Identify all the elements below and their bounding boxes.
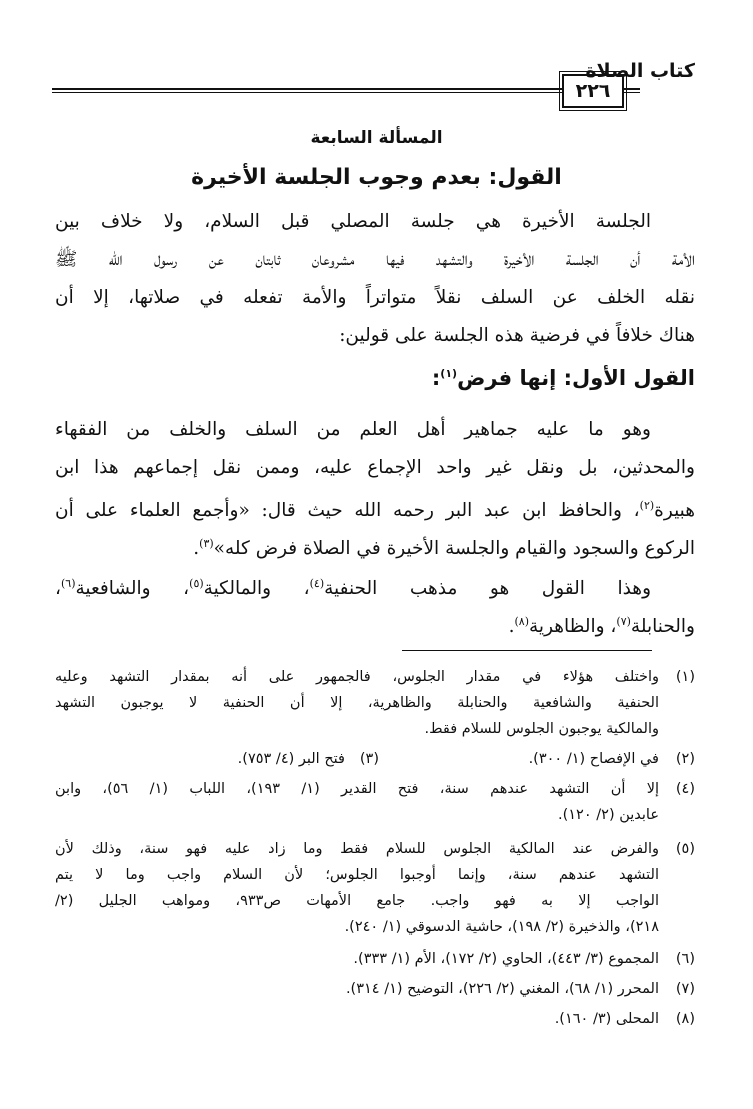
footnote-1-line3	[55, 716, 695, 742]
first-opinion-colon: :	[431, 366, 441, 390]
paragraph2-line2: والمحدثين، بل ونقل غير واحد الإجماع عليه، وممن نقل إجماعهم هذا ابن	[55, 457, 695, 478]
footnote-4-text: عابدين (٢/ ١٢٠).	[557, 807, 659, 823]
footnote-6-text: المجموع (٣/ ٤٤٣)، الحاوي (٢/ ١٧٢)، الأم (١/ ٣٣٣).	[353, 951, 659, 967]
footnote-ref-6: (٦)	[60, 577, 76, 590]
footnote-7-line	[55, 976, 695, 1002]
footnote-5-text: التشهد عندهم سنة، وإنما أوجبوا الجلوس؛ لأن السلام واجب وما لا يتم	[55, 867, 659, 883]
footnote-1-line2	[55, 690, 695, 716]
footnote-ref-8: (٨)	[514, 615, 529, 628]
text-maliki: ، والمالكية	[203, 578, 310, 600]
page-number-box	[562, 74, 624, 108]
paragraph1-line4: هناك خلافاً في فرضية هذه الجلسة على قولين:	[339, 325, 695, 346]
paragraph2-line1: وهو ما عليه جماهير أهل العلم من السلف والخلف من الفقهاء	[55, 419, 651, 440]
footnote-ref-7: (٧)	[616, 615, 631, 628]
footnote-ref-3: (٣)	[199, 537, 214, 550]
footnote-3-number: (٣)	[359, 751, 379, 767]
header-rule-left	[52, 88, 562, 93]
footnote-2-number: (٢)	[675, 751, 695, 767]
footnote-separator	[402, 650, 652, 651]
footnote-5-line4	[55, 914, 695, 940]
footnote-4-line2	[55, 802, 695, 828]
footnote-8-line	[55, 1006, 695, 1032]
paragraph3-line2	[55, 604, 695, 640]
issue-subtitle: المسألة السابعة	[310, 128, 443, 148]
paragraph1-line1: الجلسة الأخيرة هي جلسة المصلي قبل السلام، ولا خلاف بين	[55, 211, 651, 232]
footnote-1-text: واختلف هؤلاء في مقدار الجلوس، فالجمهور على أنه بمقدار التشهد وعليه	[55, 669, 659, 685]
footnote-ref-1: (١)	[440, 367, 458, 380]
text-hubayra: هبيرة	[654, 500, 695, 522]
footnote-5-text: الواجب إلا به فهو واجب. جامع الأمهات ص٩٣٣، ومواهب الجليل (٢/	[55, 893, 659, 909]
text-ibn-abd-albarr: ، والحافظ ابن عبد البر رحمه الله حيث قال: «وأجمع العلماء على أن	[55, 500, 640, 522]
footnote-7-text: المحرر (١/ ٦٨)، المغني (٢/ ٢٢٦)، التوضيح (١/ ٣١٤).	[345, 981, 659, 997]
footnote-1-number: (١)	[675, 669, 695, 685]
footnote-2-3-line	[55, 746, 695, 772]
text-period: .	[193, 538, 200, 560]
footnote-ref-4: (٤)	[309, 577, 325, 590]
footnote-4-text: إلا أن التشهد عندهم سنة، فتح القدير (١/ ١٩٣)، اللباب (١/ ٥٦)، وابن	[55, 781, 660, 797]
first-opinion-heading	[432, 366, 695, 390]
footnote-5-line1	[55, 836, 695, 862]
footnote-5-number: (٥)	[675, 841, 695, 857]
text-zahiri: ، والظاهرية	[529, 616, 617, 638]
paragraph2-line4	[55, 526, 695, 562]
text-final-period: .	[508, 616, 515, 638]
footnote-5-text: ٢١٨)، والذخيرة (٢/ ١٩٨)، حاشية الدسوقي (١/ ٢٤٠).	[344, 919, 659, 935]
footnote-4-number: (٤)	[675, 781, 695, 797]
paragraph1-line3: نقله الخلف عن السلف نقلاً متواتراً والأمة تفعله في صلاتها، إلا أن	[55, 287, 695, 308]
page-number: ٢٢٦	[575, 80, 611, 102]
text-quote-end: الركوع والسجود والقيام والجلسة الأخيرة في الصلاة فرض كله»	[213, 538, 695, 560]
footnote-5-line2	[55, 862, 695, 888]
first-opinion-label: القول الأول: إنها فرض	[457, 366, 695, 390]
footnote-1-line1	[55, 664, 695, 690]
footnote-6-line	[55, 946, 695, 972]
paragraph2-line3	[55, 488, 695, 524]
text-comma: ،	[55, 578, 61, 600]
text-hanafi: وهذا القول هو مذهب الحنفية	[324, 578, 651, 600]
footnote-ref-2: (٢)	[639, 499, 655, 512]
paragraph3-line1	[55, 566, 695, 602]
paragraph1-line2: الأمة أن الجلسة الأخيرة والتشهد فيها مشروعان ثابتان عن رسول الله ﷺ	[55, 249, 695, 270]
footnote-6-number: (٦)	[675, 951, 695, 967]
footnote-5-line3	[55, 888, 695, 914]
footnote-1-text: والمالكية يوجبون الجلوس للسلام فقط.	[424, 721, 659, 737]
text-shafii: ، والشافعية	[75, 578, 190, 600]
footnote-4-line1	[55, 776, 695, 802]
footnote-3-text: فتح البر (٤/ ٧٥٣).	[237, 751, 345, 767]
footnote-ref-5: (٥)	[189, 577, 204, 590]
header-rule-right	[622, 88, 640, 93]
footnote-8-number: (٨)	[675, 1011, 695, 1027]
running-header-book-title: كتاب الصلاة	[585, 60, 695, 82]
footnote-2-text: في الإفصاح (١/ ٣٠٠).	[528, 751, 659, 767]
footnote-7-number: (٧)	[675, 981, 695, 997]
footnote-8-text: المحلى (٣/ ١٦٠).	[554, 1011, 659, 1027]
footnote-5-text: والفرض عند المالكية الجلوس للسلام فقط وما زاد عليه فهو سنة، وذلك لأن	[55, 841, 659, 857]
text-hanbali: والحنابلة	[630, 616, 695, 638]
section-heading: القول: بعدم وجوب الجلسة الأخيرة	[191, 165, 562, 190]
footnote-1-text: الحنفية والشافعية والحنابلة والظاهرية، إلا أن الحنفية لا يوجبون التشهد	[55, 695, 659, 711]
